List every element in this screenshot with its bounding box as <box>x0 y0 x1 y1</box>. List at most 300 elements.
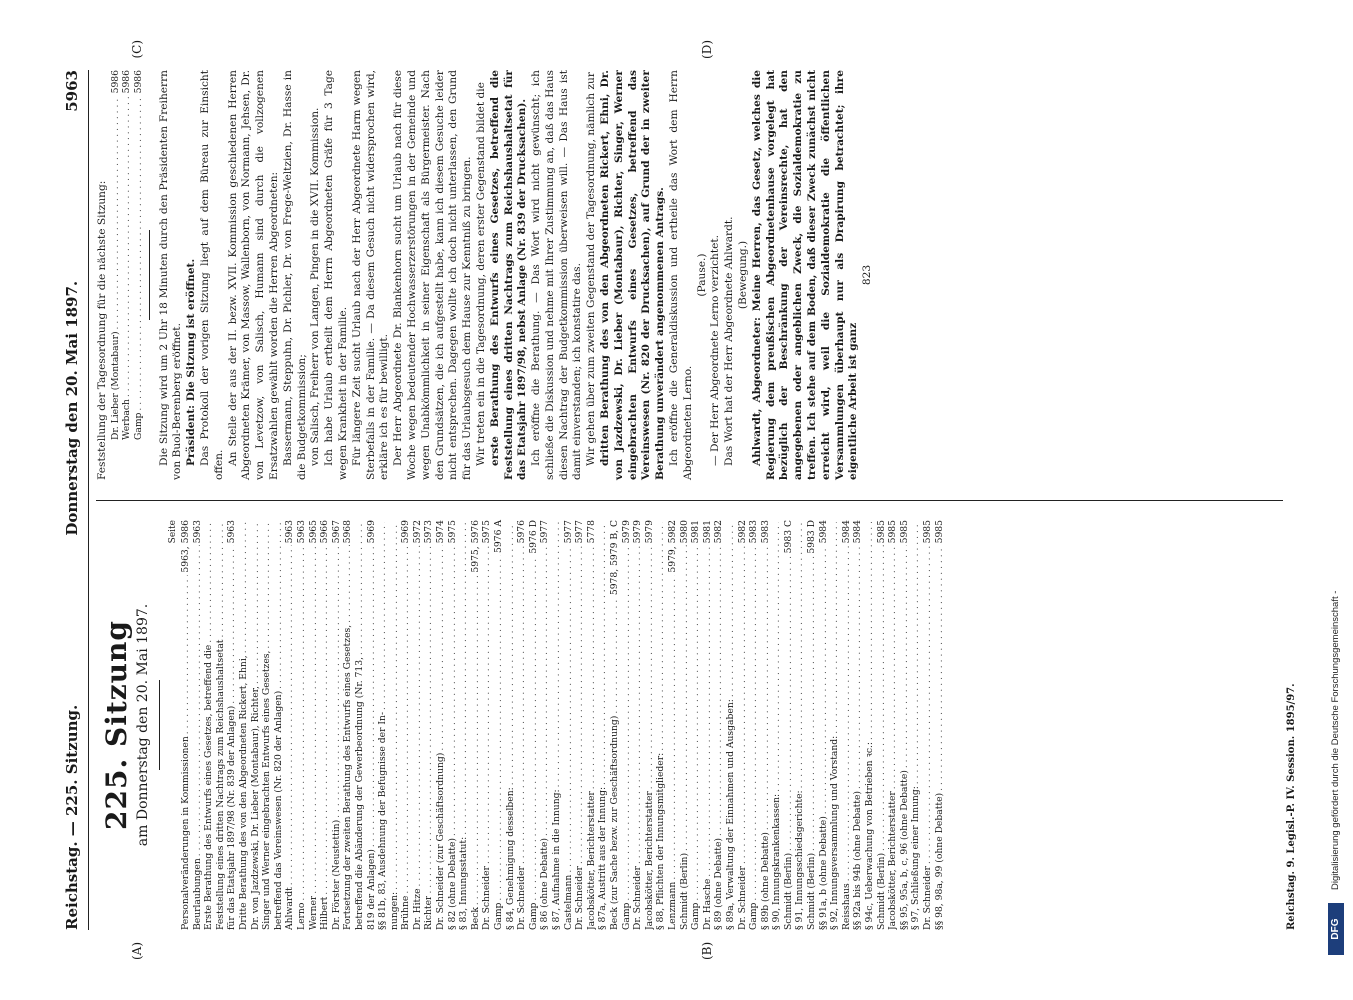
toc-entry <box>226 520 238 930</box>
toc-entry-text: Beck (zur Sache bezw. zur Geschäftsordnung) <box>608 715 620 930</box>
toc-entry-text: Jacobskötter, Berichterstatter <box>643 791 655 930</box>
toc-leader-dots <box>342 545 354 622</box>
bottom-number: 823 <box>861 264 874 286</box>
toc-column-head: Seite <box>168 520 178 544</box>
toc-entry-text: § 86 (ohne Debatte) <box>539 837 551 930</box>
toc-entry-text: Dr. Förster (Neustettin) <box>330 819 342 930</box>
toc-entry-text: § 89 (ohne Debatte) <box>713 837 725 930</box>
toc-entry <box>273 520 285 930</box>
toc-entry <box>447 520 459 930</box>
next-session-speaker: Werbach <box>121 399 133 440</box>
toc-entry-text: § 91, Innungsschiedsgerichte: <box>794 790 806 930</box>
toc-entry-page: 5968 <box>342 520 354 544</box>
toc-entry-page: 5778 <box>585 520 597 544</box>
toc-leader-dots <box>655 522 667 751</box>
toc-entry <box>586 520 598 930</box>
toc-leader-dots <box>574 545 586 864</box>
body-paragraph: Der Herr Abgeordnete Dr. Blankenhorn sucht um Urlaub nach für diese Woche wegen bedeutender Hochwasserzerstörungen in der Gemeinde und wegen Unabkömmlichkeit in seiner Eigenschaft als Bürgermeister. Nach den Grundsätzen, die ich aufgestellt habe, kann ich diesem Gesuche leider nicht entsprechen. Dagegen wollte ich doch nicht unterlassen, den Grund für das Urlaubsgesuch dem Hause zur Kenntniß zu bringen. <box>392 70 474 480</box>
toc-entry-text: Brühne <box>400 895 412 930</box>
toc-entry-page: 5985 <box>887 520 899 544</box>
toc-leader-dots <box>215 522 227 638</box>
toc-entry-text: Lenzmann <box>666 881 678 930</box>
toc-entry-text: §§ 98, 98a, 99 (ohne Debatte) <box>933 792 945 930</box>
toc-entry-text: Gamp <box>493 902 505 930</box>
toc-leader-dots <box>910 522 922 784</box>
toc-entry <box>783 520 795 930</box>
toc-entry-text: Dr. Schneider (zur Geschäftsordnung) <box>435 752 447 930</box>
toc-leader-dots <box>110 95 122 329</box>
toc-leader-dots <box>296 545 308 900</box>
toc-entry-text: Dr. Schneider <box>736 866 748 930</box>
session-text <box>158 70 862 480</box>
toc-entry-page: 5984 <box>840 520 852 544</box>
toc-entry <box>876 520 888 930</box>
toc-entry-page: 5981 <box>701 520 713 544</box>
toc-leader-dots <box>887 545 899 789</box>
toc-leader-dots <box>621 545 633 900</box>
body-paragraph: Für längere Zeit sucht Urlaub nach der Herr Abgeordnete Harm wegen Sterbefalls in der Familie. — Da diesem Gesuch nicht widersprochen wird, erkläre ich es für bewilligt. <box>350 70 391 480</box>
toc-entry <box>493 520 505 930</box>
toc-leader-dots <box>702 545 714 876</box>
toc-entry-text: Ahlwardt <box>284 887 296 930</box>
body-paragraph: dritten Berathung des von den Abgeordneten Rickert, Ehni, Dr. von Jazdzewski, Dr. Lieber (Montabaur), Richter, Singer, Werner eingebrachten Entwurfs eines Gesetzes, betreffend das Vereinswesen (Nr. 820 der Drucksachen), auf Grund der in zweiter Berathung unverändert angenommenen Antrags. <box>599 70 667 480</box>
toc-leader-dots <box>470 575 482 905</box>
toc-entry <box>806 520 818 930</box>
body-paragraph: Ahlwardt, Abgeordneter: Meine Herren, das Gesetz, welches die Regierung dem preußischen Abgeordnetenhause vorgelegt hat bezüglich der Beschränkung der Vereinsrechte, hat den angegebenen oder angeblichen Zweck, die Sozialdemokratie zu treffen. Ich stehe auf dem Boden, daß dieser Zweck zunächst nicht erreicht wird, weil die Sozialdemokratie die öffentlichen Versammlungen überhaupt nur als Drapirung betrachtet; ihre eigentliche Arbeit ist ganz <box>750 70 860 480</box>
margin-letter-c: (C) <box>130 40 144 59</box>
toc-entry <box>771 520 783 930</box>
toc-leader-dots <box>308 545 320 893</box>
toc-leader-dots <box>632 545 644 864</box>
toc-entry-text: § 89b (ohne Debatte) <box>759 832 771 930</box>
toc-entry <box>760 520 772 930</box>
toc-leader-dots <box>121 95 133 397</box>
toc-entry-page: 5984 <box>852 520 864 544</box>
toc-entry <box>192 520 204 930</box>
column-divider <box>96 500 1283 501</box>
running-head-center: Donnerstag den 20. Mai 1897. <box>63 280 81 536</box>
toc-entry <box>702 520 714 930</box>
toc-entry-page: 5981 <box>690 520 702 544</box>
toc-entry-text: § 87, Aufnahme in die Innung: <box>551 789 562 930</box>
toc-leader-dots <box>133 95 145 410</box>
toc-entry <box>458 520 470 930</box>
toc-entry-page: 5963 <box>295 520 307 544</box>
toc-leader-dots <box>284 545 296 885</box>
toc-entry-text: Personalveränderungen in Kommissionen <box>180 736 191 930</box>
toc-leader-dots <box>505 522 517 785</box>
toc-entry <box>748 520 760 930</box>
toc-entry-text: für das Etatsjahr 1897/98 (Nr. 839 der Anlagen) <box>226 705 238 930</box>
toc-leader-dots <box>354 522 366 655</box>
toc-entry-text: Werner <box>307 895 319 930</box>
right-column <box>96 70 1283 480</box>
session-date: am Donnerstag den 20. Mai 1897. <box>135 603 151 847</box>
toc-leader-dots <box>412 545 424 886</box>
toc-entry <box>829 520 841 930</box>
body-paragraph: erste Berathung des Entwurfs eines Gesetzes, betreffend die Feststellung eines dritten Nachtrags zum Reichshaushaltsetat für das Etatsjahr 1897/98, nebst Anlage (Nr. 839 der Drucksachen). <box>488 70 529 480</box>
toc-entry <box>632 520 644 930</box>
toc-entry <box>203 520 215 930</box>
toc-entry-text: Castelmann <box>562 874 574 930</box>
toc-leader-dots <box>423 545 435 893</box>
next-session-entry <box>110 70 122 480</box>
toc-entry <box>423 520 435 930</box>
toc-leader-dots <box>713 545 725 836</box>
toc-entry-page: 5985 <box>922 520 933 544</box>
toc-leader-dots <box>748 545 760 900</box>
toc-leader-dots <box>481 545 493 864</box>
toc-entry-page: 5963 <box>284 520 296 544</box>
left-column <box>96 520 1283 930</box>
toc-entry-page: 5984 <box>817 520 829 544</box>
body-paragraph: Das Protokoll der vorigen Sitzung liegt auf dem Büreau zur Einsicht offen. <box>198 70 225 480</box>
body-paragraph: An Stelle der aus der II. bezw. XVII. Kommission geschiedenen Herren Abgeordneten Krämer, von Massow, Wallenborn, von Normann, Jehsen, Dr. von Levetzow, von Salisch, Humann sind durch die vollzogenen Ersatzwahlen gewählt worden die Herren Abgeordneten: <box>226 70 280 480</box>
toc-entry-page: 5983 <box>759 520 771 544</box>
toc-entry-text: Beck <box>469 907 481 930</box>
margin-letter-d: (D) <box>700 40 714 59</box>
toc-entry <box>841 520 853 930</box>
toc-entry-page: 5975 <box>446 520 458 544</box>
toc-entry <box>215 520 227 930</box>
toc-entry <box>516 520 528 930</box>
toc-entry <box>655 520 667 930</box>
toc-leader-dots <box>876 545 888 851</box>
body-paragraph: Ich eröffne die Berathung. — Das Wort wird nicht gewünscht; ich schließe die Diskussion und nehme mit Ihrer Zustimmung an, daß das Haus diesen Nachtrag der Budgetkommission überweisen will. — Das Haus ist damit einverstanden; ich konstatire das. <box>530 70 584 480</box>
toc-leader-dots <box>389 522 401 890</box>
toc-entry <box>597 520 609 930</box>
toc-entry <box>725 520 737 930</box>
toc-entry-page: 5975 <box>481 520 493 544</box>
toc-leader-dots <box>539 545 551 836</box>
toc-entry-text: Dr. Schneider <box>516 866 528 930</box>
toc-entry-page: 5963 <box>191 520 203 544</box>
toc-entry-page: 5967 <box>330 520 342 544</box>
toc-entry-text: Erste Berathung des Entwurfs eines Gesetzes, betreffend die <box>203 644 215 930</box>
toc-entry-page: 5983 C <box>782 520 794 554</box>
toc-entry-text: Lerno <box>295 902 307 930</box>
toc-leader-dots <box>435 545 447 750</box>
toc-leader-dots <box>180 575 192 735</box>
toc-entry-page: 5982 <box>736 520 748 544</box>
toc-entry-page: 5982 <box>713 520 725 544</box>
toc-entry <box>794 520 806 930</box>
toc-entry <box>539 520 551 930</box>
toc-entry-text: Gamp <box>527 902 539 930</box>
next-session-page: 5986 <box>121 70 133 94</box>
toc-entry <box>180 520 192 930</box>
toc-leader-dots <box>203 522 215 643</box>
body-paragraph: von Salisch, Freiherr von Langen, Pingen in die XVII. Kommission. <box>309 107 322 466</box>
toc-entry-text: Schmidt (Berlin) <box>806 852 818 930</box>
toc-entry-text: Dr. Schneider <box>632 866 644 930</box>
toc-entry-page: 5975, 5976 <box>469 520 481 573</box>
toc-leader-dots <box>899 545 911 768</box>
toc-entry-page: 5985 <box>898 520 910 544</box>
body-paragraph: Wir treten ein in die Tagesordnung, deren erster Gegenstand bildet die <box>474 82 487 466</box>
toc-leader-dots <box>667 575 679 880</box>
toc-leader-dots <box>226 545 238 703</box>
toc-entry-text: §§ 92a bis 94b (ohne Debatte) <box>852 790 864 930</box>
toc-entry-text: Schmidt (Berlin) <box>782 852 794 930</box>
toc-leader-dots <box>261 522 273 649</box>
toc-entry-page: 5963 <box>226 520 238 544</box>
toc-entry-text: Gamp <box>690 902 702 930</box>
toc-entry <box>528 520 540 930</box>
toc-entry-text: § 82 (ohne Debatte) <box>446 837 458 930</box>
body-paragraph: (Bewegung.) <box>737 240 750 310</box>
next-session-page: 5986 <box>109 70 121 94</box>
toc-leader-dots <box>794 522 806 788</box>
toc-entry <box>934 520 946 930</box>
toc-entry-page: 5965 <box>307 520 319 544</box>
toc-entry <box>238 520 250 930</box>
toc-leader-dots <box>852 545 864 789</box>
toc-leader-dots <box>806 556 818 851</box>
running-head-left: Reichstag. — 225. Sitzung. <box>63 704 81 930</box>
next-session-entry <box>133 70 145 480</box>
toc-entry <box>435 520 447 930</box>
toc-entry <box>644 520 656 930</box>
toc-entry-text: betreffend die Abänderung der Gewerbeordnung (Nr. 713, <box>353 656 365 930</box>
margin-letter-b: (B) <box>700 941 714 960</box>
toc-entry-page: 5969 <box>400 520 412 544</box>
toc-entry <box>250 520 262 930</box>
toc-entry-page: 5977 <box>562 520 574 544</box>
dfg-logo: DFG <box>1328 903 1344 955</box>
toc-entry <box>412 520 424 930</box>
toc-entry-text: Hilbert <box>319 896 331 930</box>
toc-entry <box>679 520 691 930</box>
toc-leader-dots <box>447 545 459 836</box>
toc-entry <box>690 520 702 930</box>
toc-entry-text: Feststellung eines dritten Nachtrags zum Reichshaushaltsetat <box>214 639 226 930</box>
toc-entry-page: 5979 <box>643 520 655 544</box>
header-rule <box>88 70 89 930</box>
body-paragraph: Wir gehen über zum zweiten Gegenstand der Tagesordnung, nämlich zur <box>585 72 598 466</box>
next-session-speaker: Gamp <box>132 412 144 440</box>
footer-publication: Reichstag. 9. Legisl.-P. IV. Session. 1895/97. <box>1286 683 1297 930</box>
toc-entry-text: § 97, Schließung einer Innung: <box>910 786 922 930</box>
toc-leader-dots <box>864 522 876 740</box>
toc-entry <box>470 520 482 930</box>
toc-entry-text: §§ 81b, 83, Ausdehnung der Befugnisse der In- <box>377 711 389 930</box>
section-rule <box>149 230 150 320</box>
session-title: 225. Sitzung <box>100 620 133 830</box>
toc-entry-text: § 83, Innungsstatut: <box>458 836 470 930</box>
toc-entry-page: 5983 D <box>806 520 818 554</box>
toc-entry-text: Dr. von Jazdzewski, Dr. Lieber (Montabaur), Richter, <box>249 686 261 930</box>
toc-entry <box>910 520 922 930</box>
table-of-contents <box>180 520 945 930</box>
toc-entry-text: §§ 91a, b (ohne Debatte) <box>817 816 829 930</box>
toc-leader-dots <box>841 545 853 881</box>
toc-entry-text: Dr. Hasche <box>701 878 713 930</box>
page-number: 5963 <box>63 70 81 112</box>
toc-leader-dots <box>597 522 609 785</box>
toc-entry-page: 5978, 5979 B, C <box>608 520 620 596</box>
toc-entry <box>505 520 517 930</box>
body-paragraph: Präsident: Die Sitzung ist eröffnet. <box>185 258 198 466</box>
toc-entry-page: 5973 <box>423 520 435 544</box>
toc-entry-page: 5977 <box>539 520 551 544</box>
toc-entry <box>389 520 401 930</box>
toc-entry-page: 5974 <box>435 520 447 544</box>
body-paragraph: — Der Herr Abgeordnete Lerno verzichtet. <box>709 235 722 466</box>
toc-entry-page: 5976 <box>516 520 528 544</box>
toc-leader-dots <box>400 545 412 893</box>
toc-entry-text: Dr. Schneider <box>481 866 493 930</box>
toc-leader-dots <box>934 545 946 790</box>
toc-leader-dots <box>922 545 934 864</box>
toc-entry <box>563 520 575 930</box>
toc-entry-text: Singer und Werner eingebrachten Entwurfs eines Gesetzes, <box>261 650 273 930</box>
margin-letter-a: (A) <box>130 941 144 960</box>
toc-entry <box>922 520 934 930</box>
toc-entry <box>366 520 378 930</box>
toc-entry <box>574 520 586 930</box>
toc-entry <box>864 520 876 930</box>
toc-entry <box>667 520 679 930</box>
toc-leader-dots <box>679 545 691 851</box>
toc-entry-text: Dr. Schneider <box>922 866 933 930</box>
body-paragraph: (Pause.) <box>695 253 708 297</box>
toc-leader-dots <box>725 522 737 697</box>
toc-entry-text: Dr. Hitze <box>411 888 423 930</box>
toc-entry-text: § 94c, Ueberwachung von Betrieben ꝛc.: <box>864 741 876 930</box>
toc-entry-text: Fortsetzung der zweiten Berathung des Entwurfs eines Gesetzes, <box>342 624 354 930</box>
next-session-speaker: Dr. Lieber (Montabaur) <box>109 331 121 440</box>
toc-entry-text: Schmidt (Berlin) <box>875 852 887 930</box>
toc-leader-dots <box>273 522 285 689</box>
toc-leader-dots <box>690 545 702 900</box>
toc-entry-text: § 87a, Austritt aus der Innung: <box>597 786 609 930</box>
toc-entry-page: 5966 <box>319 520 331 544</box>
toc-entry <box>308 520 320 930</box>
toc-entry <box>551 520 563 930</box>
toc-entry <box>621 520 633 930</box>
toc-entry-page: 5976 A <box>493 520 505 553</box>
toc-entry <box>331 520 343 930</box>
toc-leader-dots <box>250 522 262 684</box>
toc-leader-dots <box>760 545 772 830</box>
toc-entry <box>261 520 273 930</box>
toc-entry <box>737 520 749 930</box>
toc-entry <box>400 520 412 930</box>
toc-entry <box>609 520 621 930</box>
toc-leader-dots <box>818 545 830 814</box>
toc-entry-text: 819 der Anlagen) <box>365 849 377 930</box>
toc-entry <box>818 520 830 930</box>
toc-entry-text: Dr. Schneider <box>574 866 586 930</box>
toc-leader-dots <box>609 597 621 713</box>
toc-leader-dots <box>458 522 470 835</box>
toc-entry-text: betreffend das Vereinswesen (Nr. 820 der Anlagen) <box>272 690 284 930</box>
toc-entry-text: Reisshaus <box>840 883 852 930</box>
toc-entry-page: 5979 <box>632 520 644 544</box>
body-paragraph: Bassermann, Steppuhn, Dr. Pichler, Dr. von Frege-Weltzien, Dr. Hasse in die Budgetkommission; <box>281 70 308 480</box>
toc-entry <box>319 520 331 930</box>
toc-entry-text: § 90, Innungskrankenkassen: <box>771 793 783 930</box>
next-session-page: 5986 <box>132 70 144 94</box>
toc-entry-page: 5985 <box>875 520 887 544</box>
toc-leader-dots <box>783 555 795 851</box>
toc-entry-text: Beurlaubungen <box>191 858 203 930</box>
toc-entry-page: 5977 <box>574 520 586 544</box>
toc-entry-page: 5979 <box>620 520 632 544</box>
toc-leader-dots <box>238 522 250 653</box>
toc-leader-dots <box>319 545 331 894</box>
toc-entry <box>852 520 864 930</box>
toc-leader-dots <box>366 545 378 847</box>
body-paragraph: Die Sitzung wird um 2 Uhr 18 Minuten durch den Präsidenten Freiherrn von Buol-Berenberg eröffnet. <box>157 70 184 480</box>
toc-entry-page: 5969 <box>365 520 377 544</box>
toc-entry-page: 5976 D <box>527 520 539 554</box>
toc-leader-dots <box>586 545 598 789</box>
toc-leader-dots <box>493 555 505 901</box>
toc-leader-dots <box>377 522 389 710</box>
toc-entry <box>284 520 296 930</box>
toc-entry <box>377 520 389 930</box>
toc-entry <box>354 520 366 930</box>
toc-entry-page: 5980 <box>678 520 690 544</box>
toc-entry-text: Schmidt (Berlin) <box>678 852 690 930</box>
toc-leader-dots <box>192 545 204 856</box>
toc-entry-page: 5985 <box>933 520 945 544</box>
next-session-entry <box>121 70 133 480</box>
toc-entry <box>342 520 354 930</box>
toc-entry-text: Dritte Berathung des von den Abgeordneten Rickert, Ehni, <box>237 655 249 930</box>
toc-entry-text: Richter <box>423 895 435 930</box>
toc-leader-dots <box>551 522 563 787</box>
body-paragraph: Das Wort hat der Herr Abgeordnete Ahlwardt. <box>723 216 736 466</box>
title-rule <box>159 680 160 770</box>
running-head <box>60 70 84 930</box>
toc-entry-text: Gamp <box>620 902 632 930</box>
toc-entry-text: § 84, Genehmigung desselben: <box>504 787 516 930</box>
toc-entry-text: §§ 95, 95a, b, c, 96 (ohne Debatte) <box>898 770 910 930</box>
toc-leader-dots <box>829 522 841 734</box>
digitization-note: Digitalisierung gefördert durch die Deutsche Forschungsgemeinschaft - <box>1330 590 1341 890</box>
toc-leader-dots <box>331 545 343 817</box>
toc-entry-page: 5972 <box>411 520 423 544</box>
toc-entry-page: 5963, 5986 <box>180 520 191 573</box>
toc-entry-text: § 88, Pflichten der Innungsmitglieder: <box>655 752 667 930</box>
toc-entry-text: § 89a, Verwaltung der Einnahmen und Ausgaben: <box>724 699 736 930</box>
body-paragraph: Ich eröffne die Generaldiskussion und ertheile das Wort dem Herrn Abgeordneten Lerno. <box>668 70 694 480</box>
toc-entry-page: 5983 <box>748 520 760 544</box>
toc-entry <box>713 520 725 930</box>
toc-entry <box>481 520 493 930</box>
toc-entry-text: Jacobskötter, Berichterstatter <box>585 791 597 930</box>
toc-entry <box>296 520 308 930</box>
toc-leader-dots <box>528 556 540 901</box>
toc-leader-dots <box>737 545 749 864</box>
next-session-intro: Feststellung der Tagesordnung für die nächste Sitzung: <box>96 180 108 480</box>
toc-leader-dots <box>563 545 575 872</box>
next-session-list <box>110 70 145 480</box>
toc-leader-dots <box>516 545 528 864</box>
toc-entry-text: Gamp <box>748 902 760 930</box>
toc-entry-text: Jacobskötter, Berichterstatter <box>887 791 899 930</box>
toc-entry-page: 5979, 5982 <box>666 520 678 573</box>
toc-entry <box>899 520 911 930</box>
toc-leader-dots <box>644 545 656 789</box>
body-paragraph: Ich habe Urlaub ertheilt dem Herrn Abgeordneten Gräfe für 3 Tage wegen Krankheit in der Familie. <box>323 70 349 480</box>
toc-entry-text: § 92, Innungsversammlung und Vorstand: <box>829 735 841 930</box>
toc-entry-text: nungen: <box>388 891 400 930</box>
toc-entry <box>887 520 899 930</box>
